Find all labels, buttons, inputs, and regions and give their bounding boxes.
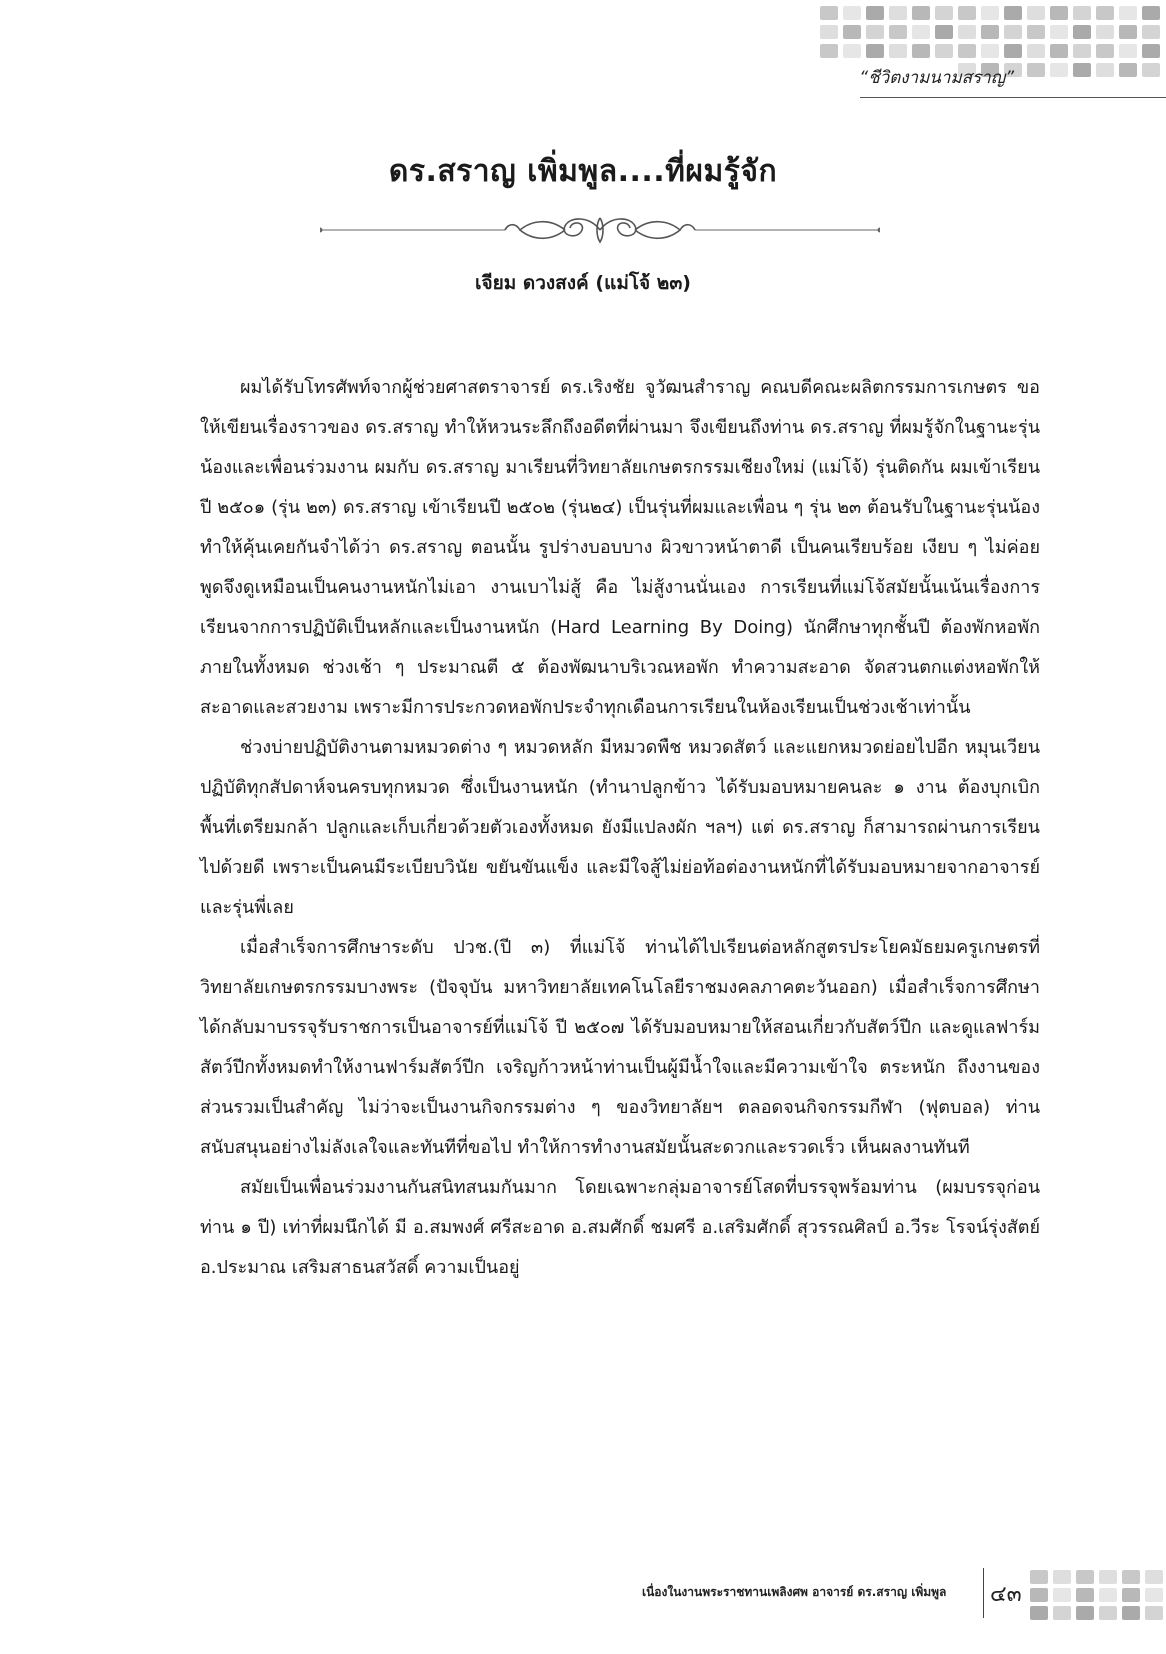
grid-cell [1004,6,1022,20]
grid-cell [1145,1570,1163,1584]
grid-cell [889,25,907,39]
grid-cell [1142,44,1160,58]
footer-divider [983,1568,984,1618]
grid-cell [866,25,884,39]
paragraph-1: ผมได้รับโทรศัพท์จากผู้ช่วยศาสตราจารย์ ดร.เริงชัย จูวัฒนสำราญ คณบดีคณะผลิตกรรมการเกษตร ขอให้เขียนเรื่องราวของ ดร.สราญ ทำให้หวนระลึกถึงอดีตที่ผ่านมา จึงเขียนถึงท่าน ดร.สราญ ที่ผมรู้จักในฐานะรุ่นน้องและเพื่อนร่วมงาน ผมกับ ดร.สราญ มาเรียนที่วิทยาลัยเกษตรกรรมเชียงใหม่ (แม่โจ้) รุ่นติดกัน ผมเข้าเรียนปี ๒๕๐๑ (รุ่น ๒๓) ดร.สราญ เข้าเรียนปี ๒๕๐๒ (รุ่น๒๔) เป็นรุ่นที่ผมและเพื่อน ๆ รุ่น ๒๓ ต้อนรับในฐานะรุ่นน้อง ทำให้คุ้นเคยกันจำได้ว่า ดร.สราญ ตอนนั้น รูปร่างบอบบาง ผิวขาวหน้าตาดี เป็นคนเรียบร้อย เงียบ ๆ ไม่ค่อยพูดจึงดูเหมือนเป็นคนงานหนักไม่เอา งานเบาไม่สู้ คือ ไม่สู้งานนั่นเอง การเรียนที่แม่โจ้สมัยนั้นเน้นเรื่องการเรียนจากการปฏิบัติเป็นหลักและเป็นงานหนัก (Hard Learning By Doing) นักศึกษาทุกชั้นปี ต้องพักหอพักภายในทั้งหมด ช่วงเช้า ๆ ประมาณตี ๕ ต้องพัฒนาบริเวณหอพัก ทำความสะอาด จัดสวนตกแต่งหอพักให้สะอาดและสวยงาม เพราะมีการประกวดหอพักประจำทุกเดือนการเรียนในห้องเรียนเป็นช่วงเช้าเท่านั้น [200,377,1040,718]
grid-cell [1145,1606,1163,1620]
grid-cell [1145,1588,1163,1602]
grid-cell [1122,1606,1140,1620]
grid-cell [1122,1570,1140,1584]
grid-cell [1099,1588,1117,1602]
article-title: ดร.สราญ เพิ่มพูล....ที่ผมรู้จัก [388,154,778,189]
grid-cell [912,44,930,58]
grid-cell [1030,1588,1048,1602]
grid-cell [1096,6,1114,20]
grid-cell [1073,6,1091,20]
grid-cell [1050,6,1068,20]
grid-cell [1027,44,1045,58]
grid-cell [1119,63,1137,77]
grid-cell [1076,1606,1094,1620]
grid-cell [1076,1588,1094,1602]
grid-cell [1053,1588,1071,1602]
grid-cell [1027,25,1045,39]
grid-cell [1076,1570,1094,1584]
decorative-grid-bottom [1030,1570,1166,1624]
grid-cell [1122,1588,1140,1602]
grid-cell [1004,44,1022,58]
grid-cell [1142,6,1160,20]
grid-cell [1073,25,1091,39]
grid-cell [820,44,838,58]
grid-cell [935,44,953,58]
grid-cell [1073,44,1091,58]
grid-cell [1096,63,1114,77]
grid-cell [1027,6,1045,20]
grid-cell [1096,44,1114,58]
grid-cell [889,44,907,58]
grid-cell [1099,1606,1117,1620]
grid-cell [866,6,884,20]
grid-cell [912,6,930,20]
grid-cell [935,25,953,39]
grid-cell [1030,1570,1048,1584]
grid-cell [1050,44,1068,58]
grid-cell [1027,63,1045,77]
footer-caption: เนื่องในงานพระราชทานเพลิงศพ อาจารย์ ดร.สราญ เพิ่มพูล [642,1585,947,1599]
header-caption: “ชีวิตงามนามสราญ” [859,68,1014,88]
grid-cell [820,25,838,39]
page-number: ๔๓ [990,1582,1022,1607]
grid-cell [958,6,976,20]
grid-cell [843,6,861,20]
paragraph-3: เมื่อสำเร็จการศึกษาระดับ ปวช.(ปี ๓) ที่แม่โจ้ ท่านได้ไปเรียนต่อหลักสูตรประโยคมัธยมครูเกษตรที่วิทยาลัยเกษตรกรรมบางพระ (ปัจจุบัน มหาวิทยาลัยเทคโนโลยีราชมงคลภาคตะวันออก) เมื่อสำเร็จการศึกษาได้กลับมาบรรจุรับราชการเป็นอาจารย์ที่แม่โจ้ ปี ๒๕๐๗ ได้รับมอบหมายให้สอนเกี่ยวกับสัตว์ปีก และดูแลฟาร์มสัตว์ปีกทั้งหมดทำให้งานฟาร์มสัตว์ปีก เจริญก้าวหน้าท่านเป็นผู้มีน้ำใจและมีความเข้าใจ ตระหนัก ถึงงานของส่วนรวมเป็นสำคัญ ไม่ว่าจะเป็นงานกิจกรรมต่าง ๆ ของวิทยาลัยฯ ตลอดจนกิจกรรมกีฬา (ฟุตบอล) ท่านสนับสนุนอย่างไม่ลังเลใจและทันทีที่ขอไป ทำให้การทำงานสมัยนั้นสะดวกและรวดเร็ว เห็นผลงานทันที [200,937,1040,1158]
grid-cell [958,25,976,39]
ornament-divider [320,210,880,250]
grid-cell [1030,1606,1048,1620]
header-rule [860,97,1166,98]
grid-cell [1099,1570,1117,1584]
grid-cell [958,44,976,58]
article-body [200,368,1040,1288]
grid-cell [1004,25,1022,39]
grid-cell [912,25,930,39]
grid-cell [1119,44,1137,58]
paragraph-4: สมัยเป็นเพื่อนร่วมงานกันสนิทสนมกันมาก โดยเฉพาะกลุ่มอาจารย์โสดที่บรรจุพร้อมท่าน (ผมบรรจุก่อนท่าน ๑ ปี) เท่าที่ผมนึกได้ มี อ.สมพงศ์ ศรีสะอาด อ.สมศักดิ์ ชมศรี อ.เสริมศักดิ์ สุวรรณศิลป์ อ.วีระ โรจน์รุ่งสัตย์ อ.ประมาณ เสริมสาธนสวัสดิ์ ความเป็นอยู่ [200,1177,1040,1278]
grid-cell [1053,1570,1071,1584]
grid-cell [981,6,999,20]
grid-cell [1119,25,1137,39]
paragraph-2: ช่วงบ่ายปฏิบัติงานตามหมวดต่าง ๆ หมวดหลัก มีหมวดพืช หมวดสัตว์ และแยกหมวดย่อยไปอีก หมุนเวียนปฏิบัติทุกสัปดาห์จนครบทุกหมวด ซึ่งเป็นงานหนัก (ทำนาปลูกข้าว ได้รับมอบหมายคนละ ๑ งาน ต้องบุกเบิกพื้นที่เตรียมกล้า ปลูกและเก็บเกี่ยวด้วยตัวเองทั้งหมด ยังมีแปลงผัก ฯลฯ) แต่ ดร.สราญ ก็สามารถผ่านการเรียนไปด้วยดี เพราะเป็นคนมีระเบียบวินัย ขยันขันแข็ง และมีใจสู้ไม่ย่อท้อต่องานหนักที่ได้รับมอบหมายจากอาจารย์และรุ่นพี่เลย [200,737,1040,918]
grid-cell [1050,63,1068,77]
grid-cell [889,6,907,20]
grid-cell [981,44,999,58]
grid-cell [1073,63,1091,77]
grid-cell [1142,25,1160,39]
grid-cell [1096,25,1114,39]
grid-cell [843,25,861,39]
grid-cell [866,44,884,58]
grid-cell [935,6,953,20]
article-author: เจียม ดวงสงค์ (แม่โจ้ ๒๓) [475,272,691,294]
grid-cell [820,6,838,20]
grid-cell [1142,63,1160,77]
grid-cell [1119,6,1137,20]
grid-cell [843,44,861,58]
grid-cell [1050,25,1068,39]
grid-cell [981,25,999,39]
grid-cell [1053,1606,1071,1620]
